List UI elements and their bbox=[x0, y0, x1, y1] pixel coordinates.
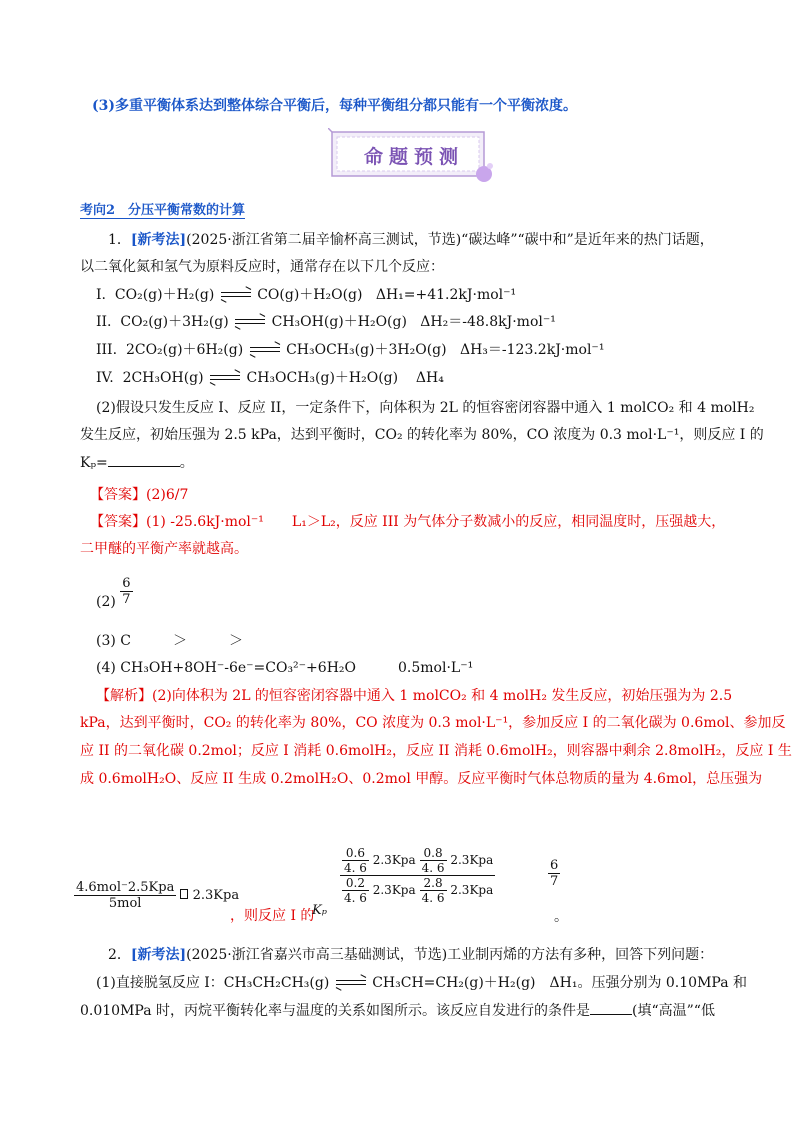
value: 2.8 bbox=[420, 876, 447, 891]
reaction-label: IV. bbox=[96, 370, 114, 386]
reaction-4 bbox=[96, 367, 444, 387]
value: 4. 6 bbox=[421, 861, 445, 875]
value: 0.2 bbox=[342, 876, 369, 891]
reaction-enthalpy: ΔH₂＝-48.8kJ·mol⁻¹ bbox=[420, 314, 556, 330]
answer-3: (3) C ＞ ＞ bbox=[96, 633, 243, 649]
question-text: 0.010MPa 时，丙烷平衡转化率与温度的关系如图所示。该反应自发进行的条件是 bbox=[80, 1003, 591, 1019]
equilibrium-arrow-icon bbox=[250, 345, 280, 355]
q1-intro bbox=[108, 229, 714, 249]
section-badge bbox=[328, 128, 488, 178]
value: 0.6 bbox=[342, 846, 369, 861]
kp-result bbox=[548, 858, 560, 889]
section-heading: 考向2 分压平衡常数的计算 bbox=[80, 199, 245, 219]
kp-symbol: Kₚ bbox=[312, 903, 327, 918]
placeholder-box-icon bbox=[180, 889, 188, 899]
reaction-1 bbox=[96, 284, 516, 304]
q2-intro-text: (2025·浙江省嘉兴市高三基础测试，节选)工业制丙烯的方法有多种，回答下列问题： bbox=[186, 947, 714, 963]
q1-part2-line3 bbox=[80, 452, 194, 472]
question-hint: (填“高温”“低 bbox=[632, 1003, 715, 1019]
kp-numerator-term1 bbox=[340, 846, 418, 876]
reaction-right: CH₃OCH₃(g)＋3H₂O(g) bbox=[286, 342, 447, 358]
part-label: (2) bbox=[96, 594, 116, 610]
q2-part1-line1 bbox=[96, 972, 747, 992]
denominator-moles: 5mol bbox=[108, 896, 142, 911]
reaction-label: II. bbox=[96, 314, 112, 330]
analysis-line2: kPa，达到平衡时，CO₂ 的转化率为 80%，CO 浓度为 0.3 mol·L⁻¹，参加反应 I 的二氧化碳为 0.6mol、参加反 bbox=[80, 715, 786, 731]
numerator-pressure: 2.5Kpa bbox=[127, 880, 175, 895]
q1-part2-line1: (2)假设只发生反应 I、反应 II，一定条件下，向体积为 2L 的恒容密闭容器中通入 1 molCO₂ 和 4 molH₂ bbox=[96, 400, 755, 416]
value: 4. 6 bbox=[344, 891, 367, 905]
kp-intro: ，则反应 I 的 bbox=[230, 908, 315, 924]
fraction bbox=[120, 576, 132, 607]
answer-2-line2: 二甲醚的平衡产率就越高。 bbox=[80, 541, 248, 557]
reaction-label: III. bbox=[96, 342, 118, 358]
reaction-right: CH₃OH(g)＋H₂O(g) bbox=[271, 314, 407, 330]
q2-number: 2． bbox=[108, 947, 131, 963]
badge-title: 命题预测 bbox=[364, 146, 465, 168]
answer-4: (4) CH₃OH+8OH⁻-6e⁻=CO₃²⁻+6H₂O 0.5mol·L⁻¹ bbox=[96, 660, 474, 676]
total-pressure: 2.3Kpa bbox=[192, 888, 240, 903]
answer-2-line1: 【答案】(1) -25.6kJ·mol⁻¹ L₁＞L₂，反应 III 为气体分子数减小的反应，相同温度时，压强越大， bbox=[90, 514, 726, 530]
note-3: (3)多重平衡体系达到整体综合平衡后，每种平衡组分都只能有一个平衡浓度。 bbox=[92, 98, 577, 114]
kp-numerator-term2 bbox=[418, 846, 496, 876]
kp-label: Kₚ= bbox=[80, 455, 108, 471]
pressure-fraction: $\frac{\text{4.6mol⁻2.5Kpa}}{\text{5mol}}$ bbox=[76, 880, 175, 911]
reaction-enthalpy: ΔH₄ bbox=[415, 370, 444, 386]
value: 0.8 bbox=[420, 846, 447, 861]
pressure-expression bbox=[74, 880, 239, 911]
reaction-right: CH₃CH=CH₂(g)＋H₂(g) ΔH₁。压强分别为 0.10MPa 和 bbox=[372, 975, 747, 991]
reaction-label: I. bbox=[96, 287, 106, 303]
equilibrium-arrow-icon bbox=[210, 373, 240, 383]
answer-1: 【答案】(2)6/7 bbox=[90, 487, 189, 503]
numerator-moles: 4.6mol bbox=[76, 880, 121, 895]
reaction-left: CO₂(g)＋3H₂(g) bbox=[120, 314, 229, 330]
equilibrium-arrow-icon bbox=[336, 978, 366, 988]
denominator: 7 bbox=[122, 591, 131, 607]
value: 4. 6 bbox=[344, 861, 367, 875]
value: 2.3Kpa bbox=[372, 853, 416, 867]
kp-expression bbox=[340, 846, 495, 905]
analysis-line1: 【解析】(2)向体积为 2L 的恒容密闭容器中通入 1 molCO₂ 和 4 molH₂ 发生反应，初始压强为为 2.5 bbox=[96, 688, 733, 704]
reaction-left: (1)直接脱氢反应 I：CH₃CH₂CH₃(g) bbox=[96, 975, 330, 991]
reaction-left: 2CH₃OH(g) bbox=[122, 370, 204, 386]
numerator: 6 bbox=[550, 858, 559, 873]
answer-blank bbox=[590, 1002, 632, 1015]
kp-period: 。 bbox=[554, 909, 568, 925]
kp-matrix bbox=[340, 846, 495, 905]
denominator: 7 bbox=[550, 874, 559, 889]
value: 4. 6 bbox=[421, 891, 445, 905]
answer-blank bbox=[108, 454, 180, 467]
reaction-left: CO₂(g)＋H₂(g) bbox=[114, 287, 215, 303]
kp-denominator-term1 bbox=[340, 876, 418, 906]
q2-part1-line2 bbox=[80, 1000, 715, 1020]
q1-intro-line2: 以二氧化氮和氢气为原料反应时，通常存在以下几个反应： bbox=[80, 259, 444, 275]
q2-tag: [新考法] bbox=[130, 947, 187, 963]
analysis-line3: 应 II 的二氧化碳 0.2mol；反应 I 消耗 0.6molH₂，反应 II 消耗 0.6molH₂，则容器中剩余 2.8molH₂，反应 I 生 bbox=[80, 743, 792, 759]
q2-intro bbox=[108, 944, 713, 964]
kp-denominator-term2 bbox=[418, 876, 496, 906]
numerator: 6 bbox=[122, 575, 131, 591]
reaction-right: CH₃OCH₃(g)＋H₂O(g) bbox=[246, 370, 399, 386]
value: 2.3Kpa bbox=[450, 853, 494, 867]
reaction-2 bbox=[96, 311, 556, 331]
q1-part2-line2: 发生反应，初始压强为 2.5 kPa，达到平衡时，CO₂ 的转化率为 80%，CO 浓度为 0.3 mol·L⁻¹，则反应 I 的 bbox=[80, 427, 764, 443]
reaction-enthalpy: ΔH₁=+41.2kJ·mol⁻¹ bbox=[375, 287, 517, 303]
value: 2.3Kpa bbox=[372, 883, 416, 897]
equilibrium-arrow-icon bbox=[235, 317, 265, 327]
q1-number: 1． bbox=[108, 232, 131, 248]
reaction-enthalpy: ΔH₃＝-123.2kJ·mol⁻¹ bbox=[459, 342, 605, 358]
answer-2-fraction bbox=[96, 572, 133, 610]
equilibrium-arrow-icon bbox=[221, 290, 251, 300]
reaction-left: 2CO₂(g)＋6H₂(g) bbox=[125, 342, 244, 358]
q1-tag: [新考法] bbox=[130, 232, 187, 248]
reaction-3 bbox=[96, 339, 604, 359]
q1-intro-text: (2025·浙江省第二届辛愉杯高三测试，节选)“碳达峰”“碳中和”是近年来的热门话题， bbox=[186, 232, 714, 248]
period: 。 bbox=[179, 455, 194, 471]
value: 2.3Kpa bbox=[450, 883, 494, 897]
reaction-right: CO(g)＋H₂O(g) bbox=[257, 287, 363, 303]
analysis-line4: 成 0.6molH₂O、反应 II 生成 0.2molH₂O、0.2mol 甲醇。反应平衡时气体总物质的量为 4.6mol，总压强为 bbox=[80, 771, 763, 787]
